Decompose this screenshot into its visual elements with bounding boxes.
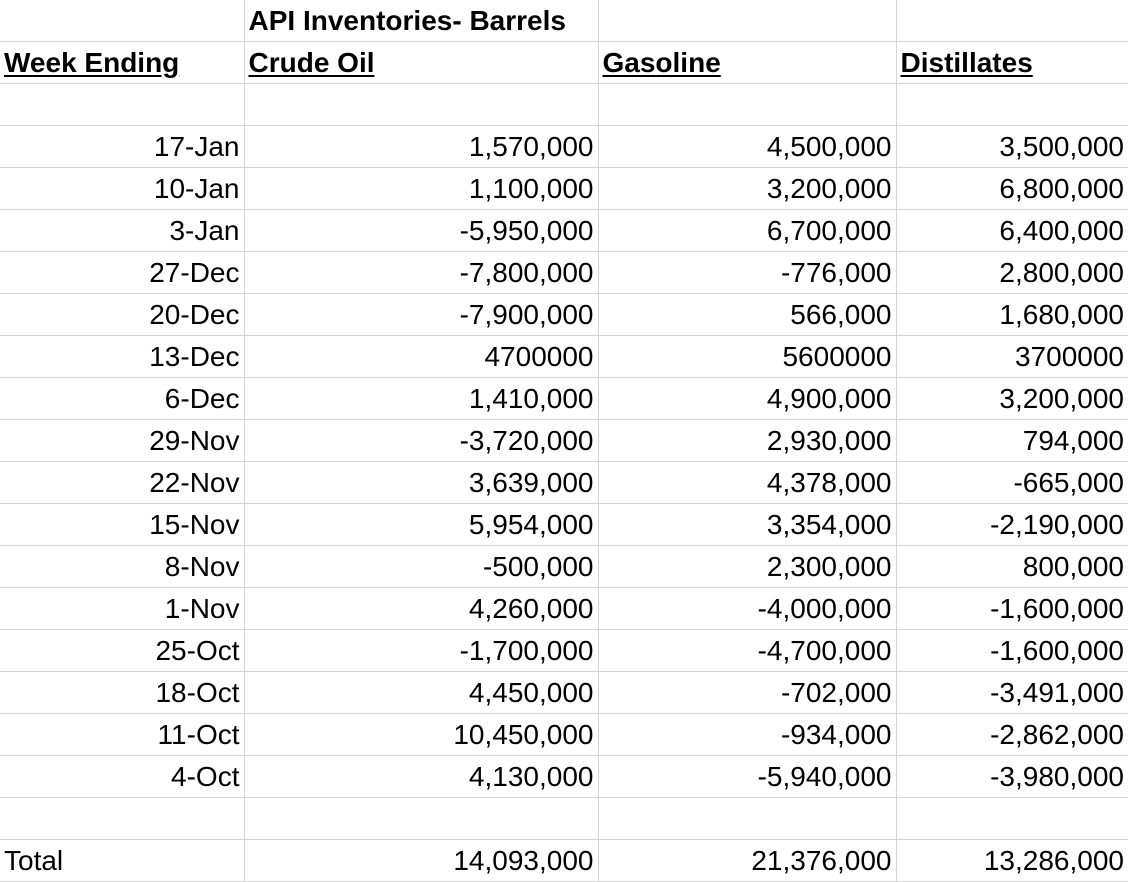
cell-crude-oil[interactable]: -5,950,000 (244, 210, 598, 252)
total-crude-oil[interactable]: 14,093,000 (244, 840, 598, 882)
cell-blank[interactable] (598, 84, 896, 126)
cell-crude-oil[interactable]: -7,800,000 (244, 252, 598, 294)
cell-week[interactable]: 1-Nov (0, 588, 244, 630)
header-gasoline[interactable]: Gasoline (598, 42, 896, 84)
cell-distillates[interactable]: -2,190,000 (896, 504, 1128, 546)
cell-gasoline[interactable]: -776,000 (598, 252, 896, 294)
cell-blank[interactable] (0, 0, 244, 42)
cell-gasoline[interactable]: 3,200,000 (598, 168, 896, 210)
cell-week[interactable]: 10-Jan (0, 168, 244, 210)
empty-row (0, 798, 1128, 840)
cell-crude-oil[interactable]: 1,100,000 (244, 168, 598, 210)
cell-crude-oil[interactable]: 4,260,000 (244, 588, 598, 630)
title-row (0, 0, 1128, 42)
total-gasoline[interactable]: 21,376,000 (598, 840, 896, 882)
table-row (0, 378, 1128, 420)
table-row (0, 714, 1128, 756)
cell-gasoline[interactable]: 4,378,000 (598, 462, 896, 504)
cell-week[interactable]: 25-Oct (0, 630, 244, 672)
cell-distillates[interactable]: 800,000 (896, 546, 1128, 588)
cell-distillates[interactable]: -3,491,000 (896, 672, 1128, 714)
cell-week[interactable]: 13-Dec (0, 336, 244, 378)
cell-gasoline[interactable]: 2,930,000 (598, 420, 896, 462)
cell-crude-oil[interactable]: 1,410,000 (244, 378, 598, 420)
total-distillates[interactable]: 13,286,000 (896, 840, 1128, 882)
table-row (0, 420, 1128, 462)
header-week-ending[interactable]: Week Ending (0, 42, 244, 84)
cell-week[interactable]: 27-Dec (0, 252, 244, 294)
cell-blank[interactable] (0, 798, 244, 840)
cell-week[interactable]: 6-Dec (0, 378, 244, 420)
cell-week[interactable]: 8-Nov (0, 546, 244, 588)
cell-distillates[interactable]: -1,600,000 (896, 588, 1128, 630)
cell-distillates[interactable]: 1,680,000 (896, 294, 1128, 336)
cell-gasoline[interactable]: 3,354,000 (598, 504, 896, 546)
cell-blank[interactable] (244, 84, 598, 126)
cell-blank[interactable] (896, 84, 1128, 126)
table-row (0, 756, 1128, 798)
cell-blank[interactable] (244, 798, 598, 840)
header-crude-oil[interactable]: Crude Oil (244, 42, 598, 84)
cell-distillates[interactable]: 794,000 (896, 420, 1128, 462)
cell-crude-oil[interactable]: -7,900,000 (244, 294, 598, 336)
cell-gasoline[interactable]: 4,900,000 (598, 378, 896, 420)
cell-gasoline[interactable]: -934,000 (598, 714, 896, 756)
total-row (0, 840, 1128, 882)
cell-gasoline[interactable]: 566,000 (598, 294, 896, 336)
cell-distillates[interactable]: -2,862,000 (896, 714, 1128, 756)
cell-distillates[interactable]: -1,600,000 (896, 630, 1128, 672)
cell-gasoline[interactable]: -5,940,000 (598, 756, 896, 798)
cell-blank[interactable] (598, 798, 896, 840)
table-row (0, 252, 1128, 294)
cell-distillates[interactable]: 2,800,000 (896, 252, 1128, 294)
table-row (0, 672, 1128, 714)
cell-week[interactable]: 15-Nov (0, 504, 244, 546)
table-row (0, 546, 1128, 588)
cell-distillates[interactable]: 3,500,000 (896, 126, 1128, 168)
table-row (0, 168, 1128, 210)
header-row (0, 42, 1128, 84)
cell-gasoline[interactable]: -702,000 (598, 672, 896, 714)
cell-gasoline[interactable]: -4,700,000 (598, 630, 896, 672)
cell-crude-oil[interactable]: 4,450,000 (244, 672, 598, 714)
cell-crude-oil[interactable]: 4700000 (244, 336, 598, 378)
cell-crude-oil[interactable]: -500,000 (244, 546, 598, 588)
cell-week[interactable]: 11-Oct (0, 714, 244, 756)
cell-crude-oil[interactable]: 5,954,000 (244, 504, 598, 546)
cell-crude-oil[interactable]: 4,130,000 (244, 756, 598, 798)
cell-week[interactable]: 29-Nov (0, 420, 244, 462)
cell-crude-oil[interactable]: -1,700,000 (244, 630, 598, 672)
cell-gasoline[interactable]: 2,300,000 (598, 546, 896, 588)
cell-week[interactable]: 22-Nov (0, 462, 244, 504)
cell-gasoline[interactable]: 6,700,000 (598, 210, 896, 252)
empty-row (0, 84, 1128, 126)
table-row (0, 588, 1128, 630)
cell-gasoline[interactable]: 5600000 (598, 336, 896, 378)
table-row (0, 294, 1128, 336)
table-row (0, 336, 1128, 378)
cell-week[interactable]: 17-Jan (0, 126, 244, 168)
sheet-title[interactable]: API Inventories- Barrels (244, 0, 598, 42)
cell-gasoline[interactable]: 4,500,000 (598, 126, 896, 168)
cell-distillates[interactable]: 3700000 (896, 336, 1128, 378)
cell-crude-oil[interactable]: 1,570,000 (244, 126, 598, 168)
cell-blank[interactable] (896, 0, 1128, 42)
cell-distillates[interactable]: 3,200,000 (896, 378, 1128, 420)
table-row (0, 126, 1128, 168)
cell-distillates[interactable]: 6,800,000 (896, 168, 1128, 210)
header-distillates[interactable]: Distillates (896, 42, 1128, 84)
cell-week[interactable]: 4-Oct (0, 756, 244, 798)
cell-blank[interactable] (598, 0, 896, 42)
cell-week[interactable]: 3-Jan (0, 210, 244, 252)
cell-crude-oil[interactable]: 10,450,000 (244, 714, 598, 756)
cell-gasoline[interactable]: -4,000,000 (598, 588, 896, 630)
total-label[interactable]: Total (0, 840, 244, 882)
table-row (0, 504, 1128, 546)
cell-week[interactable]: 18-Oct (0, 672, 244, 714)
table-row (0, 210, 1128, 252)
table-row (0, 630, 1128, 672)
cell-week[interactable]: 20-Dec (0, 294, 244, 336)
cell-crude-oil[interactable]: 3,639,000 (244, 462, 598, 504)
cell-distillates[interactable]: -3,980,000 (896, 756, 1128, 798)
cell-blank[interactable] (896, 798, 1128, 840)
cell-distillates[interactable]: 6,400,000 (896, 210, 1128, 252)
cell-blank[interactable] (0, 84, 244, 126)
table-row (0, 462, 1128, 504)
cell-distillates[interactable]: -665,000 (896, 462, 1128, 504)
cell-crude-oil[interactable]: -3,720,000 (244, 420, 598, 462)
